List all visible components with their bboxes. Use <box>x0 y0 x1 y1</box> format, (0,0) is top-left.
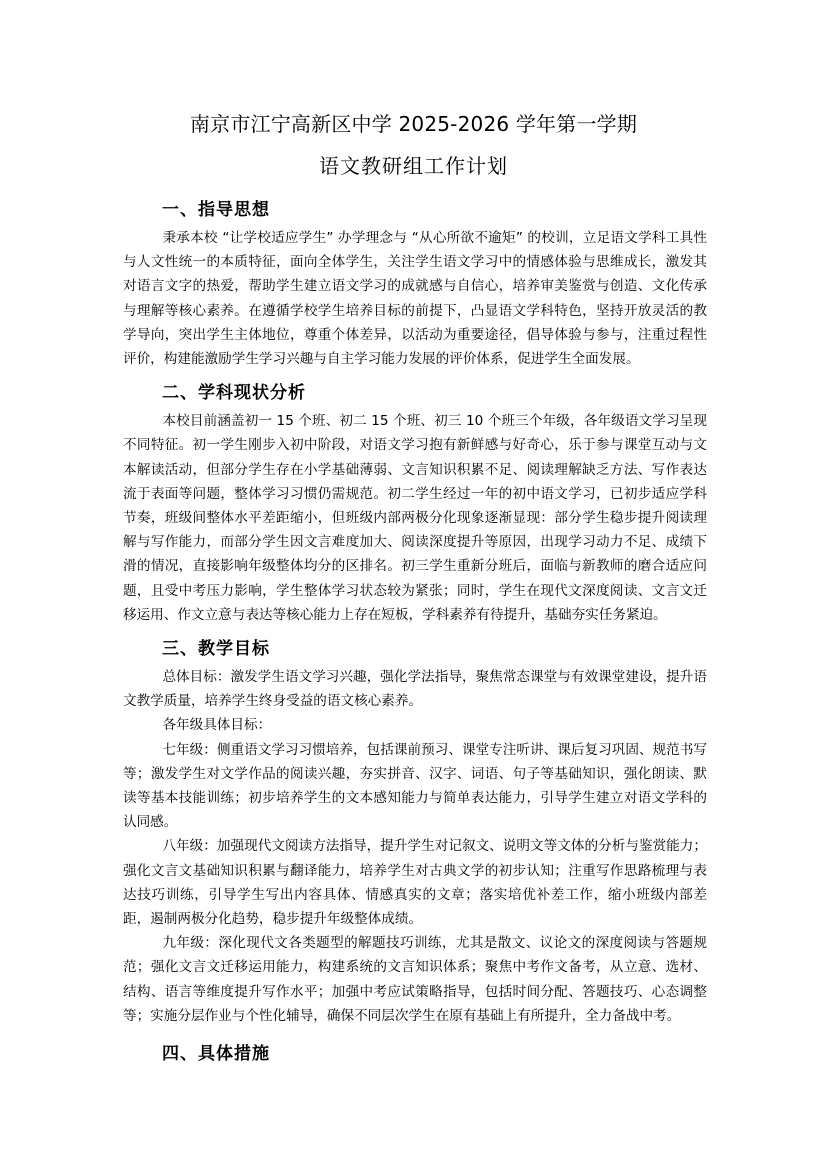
document-title-line1: 南京市江宁高新区中学 2025-2026 学年第一学期 <box>189 112 638 136</box>
section-status-analysis <box>123 379 707 627</box>
document-body <box>123 196 707 1068</box>
section-measures <box>123 1040 707 1068</box>
document-title-line2: 语文教研组工作计划 <box>319 154 508 178</box>
section-guiding-ideology <box>123 196 707 371</box>
paragraph-grade7: 七年级：侧重语文学习习惯培养，包括课前预习、课堂专注听讲、课后复习巩固、规范书写等；激发学生对文学作品的阅读兴趣，夯实拼音、汉字、词语、句子等基础知识，强化朗读、默读等基本技能训练；初步培养学生的文本感知能力与简单表达能力，引导学生建立对语文学科的认同感。 <box>123 741 707 831</box>
paragraph-grade-goals-label: 各年级具体目标： <box>162 717 272 734</box>
paragraph: 本校目前涵盖初一 15 个班、初二 15 个班、初三 10 个班三个年级，各年级语文学习呈现不同特征。初一学生刚步入初中阶段，对语文学习抱有新鲜感与好奇心，乐于参与课堂互动与文本解读活动，但部分学生存在小学基础薄弱、文言知识积累不足、阅读理解缺乏方法、写作表达流于表面等问题，整体学习习惯仍需规范。初二学生经过一年的初中语文学习，已初步适应学科节奏，班级间整体水平差距缩小，但班级内部两极分化现象逐渐显现：部分学生稳步提升阅读理解与写作能力，而部分学生因文言难度加大、阅读深度提升等原因，出现学习动力不足、成绩下滑的情况，直接影响年级整体均分的区排名。初三学生重新分班后，面临与新教师的磨合适应问题，且受中考压力影响，学生整体学习状态较为紧张；同时，学生在现代文深度阅读、文言文迁移运用、作文立意与表达等核心能力上存在短板，学科素养有待提升，基础夯实任务紧迫。 <box>123 413 707 623</box>
paragraph-overall-goal: 总体目标：激发学生语文学习兴趣，强化学法指导，聚焦常态课堂与有效课堂建设，提升语文教学质量，培养学生终身受益的语文核心素养。 <box>123 669 707 710</box>
section-heading: 四、具体措施 <box>162 1044 270 1065</box>
paragraph-grade9: 九年级：深化现代文各类题型的解题技巧训练，尤其是散文、议论文的深度阅读与答题规范；强化文言文迁移运用能力，构建系统的文言知识体系；聚焦中考作文备考，从立意、选材、结构、语言等维度提升写作水平；加强中考应试策略指导，包括时间分配、答题技巧、心态调整等；实施分层作业与个性化辅导，确保不同层次学生在原有基础上有所提升，全力备战中考。 <box>123 935 707 1024</box>
section-teaching-goals <box>123 635 707 1028</box>
paragraph: 秉承本校 “让学校适应学生” 办学理念与 “从心所欲不逾矩” 的校训，立足语文学科工具性与人文性统一的本质特征，面向全体学生，关注学生语文学习中的情感体验与思维成长，激发其对语言文字的热爱，帮助学生建立语文学习的成就感与自信心，培养审美鉴赏与创造、文化传承与理解等核心素养。在遵循学校学生培养目标的前提下，凸显语文学科特色，坚持开放灵活的教学导向，突出学生主体地位，尊重个体差异，以活动为重要途径，倡导体验与参与，注重过程性评价，构建能激励学生学习兴趣与自主学习能力发展的评价体系，促进学生全面发展。 <box>123 230 707 368</box>
section-heading: 一、指导思想 <box>162 200 270 220</box>
section-heading: 二、学科现状分析 <box>162 383 306 404</box>
paragraph-grade8: 八年级：加强现代文阅读方法指导，提升学生对记叙文、说明文等文体的分析与鉴赏能力；强化文言文基础知识积累与翻译能力，培养学生对古典文学的初步认知；注重写作思路梳理与表达技巧训练，引导学生写出内容具体、情感真实的文章；落实培优补差工作，缩小班级内部差距，遏制两极分化趋势，稳步提升年级整体成绩。 <box>123 838 707 928</box>
section-heading: 三、教学目标 <box>162 639 270 660</box>
